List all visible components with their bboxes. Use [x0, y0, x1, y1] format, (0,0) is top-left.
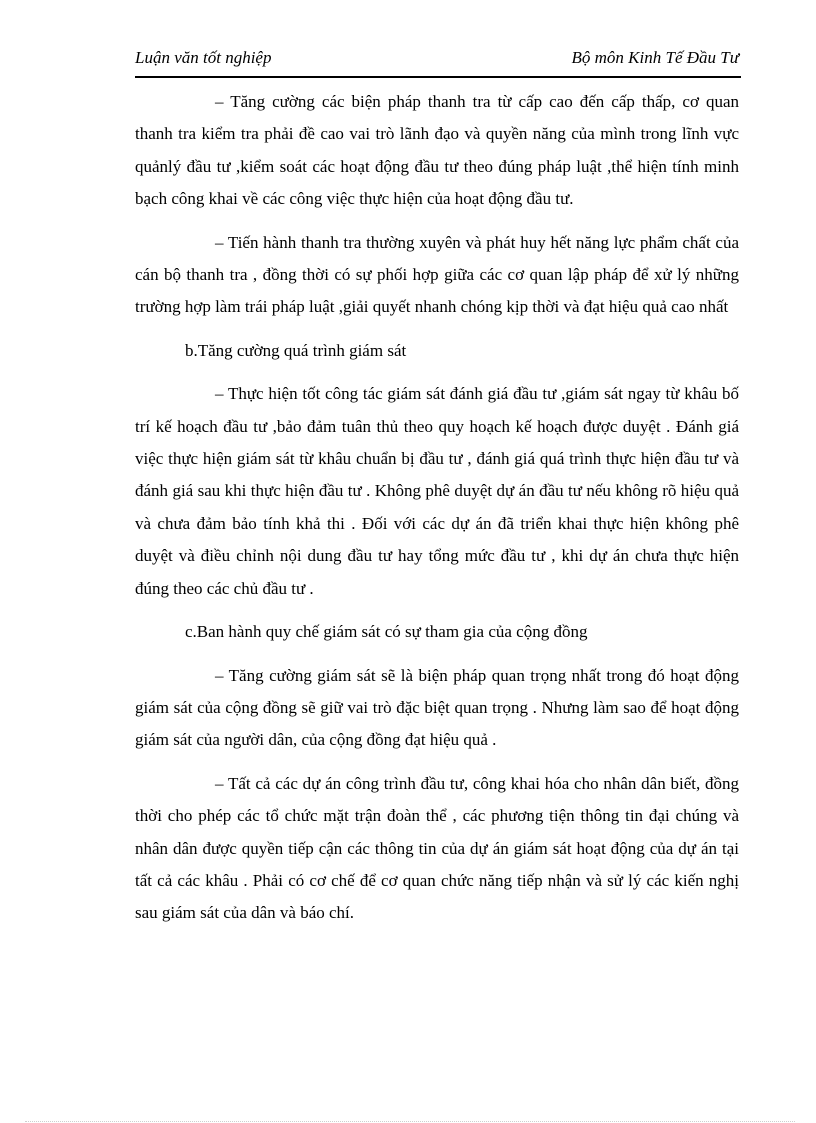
header-thesis-title: Luận văn tốt nghiệp [135, 48, 272, 67]
document-body [135, 86, 739, 941]
page-header [135, 46, 741, 78]
section-heading-c: c.Ban hành quy chế giám sát có sự tham gia của cộng đồng [185, 622, 588, 642]
section-heading-b: b.Tăng cường quá trình giám sát [185, 340, 407, 360]
footer-dotted-rule [25, 1121, 795, 1122]
header-department: Bộ môn Kinh Tế Đầu Tư [571, 48, 739, 67]
paragraph-supervision-evaluation: – Thực hiện tốt công tác giám sát đánh giá đầu tư ,giám sát ngay từ khâu bố trí kế hoạch đầu tư ,bảo đảm tuân thủ theo quy hoạch kế hoạch được duyệt . Đánh giá việc thực hiện giám sát từ khâu chuẩn bị đầu tư , đánh giá quá trình thực hiện đầu tư và đánh giá sau khi thực hiện đầu tư . Không phê duyệt dự án đầu tư nếu không rõ hiệu quả và chưa đảm bảo tính khả thi . Đối với các dự án đã triển khai thực hiện không phê duyệt và điều chỉnh nội dung đầu tư hay tổng mức đầu tư , khi dự án chưa thực hiện đúng theo các chủ đầu tư . [135, 384, 739, 598]
paragraph-public-disclosure: – Tất cả các dự án công trình đầu tư, công khai hóa cho nhân dân biết, đồng thời cho phép các tổ chức mặt trận đoàn thể , các phương tiện thông tin đại chúng và nhân dân được quyền tiếp cận các thông tin của dự án giám sát hoạt động của dự án tại tất cả các khâu . Phải có cơ chế để cơ quan chức năng tiếp nhận và sử lý các kiến nghị sau giám sát của dân và báo chí. [135, 773, 739, 923]
paragraph-regular-inspection: – Tiến hành thanh tra thường xuyên và phát huy hết năng lực phẩm chất của cán bộ thanh tra , đồng thời có sự phối hợp giữa các cơ quan lập pháp để xử lý những trường hợp làm trái pháp luật ,giải quyết nhanh chóng kịp thời và đạt hiệu quả cao nhất [135, 232, 739, 317]
paragraph-inspection-measures: – Tăng cường các biện pháp thanh tra từ cấp cao đến cấp thấp, cơ quan thanh tra kiểm tra phải đề cao vai trò lãnh đạo và quyền năng của mình trong lĩnh vực quảnlý đầu tư ,kiểm soát các hoạt động đầu tư theo đúng pháp luật ,thể hiện tính minh bạch công khai về các công việc thực hiện của hoạt động đầu tư. [135, 92, 739, 209]
paragraph-community-supervision: – Tăng cường giám sát sẽ là biện pháp quan trọng nhất trong đó hoạt động giám sát của cộng đồng sẽ giữ vai trò đặc biệt quan trọng . Nhưng làm sao để hoạt động giám sát của người dân, của cộng đồng đạt hiệu quả . [135, 665, 739, 750]
